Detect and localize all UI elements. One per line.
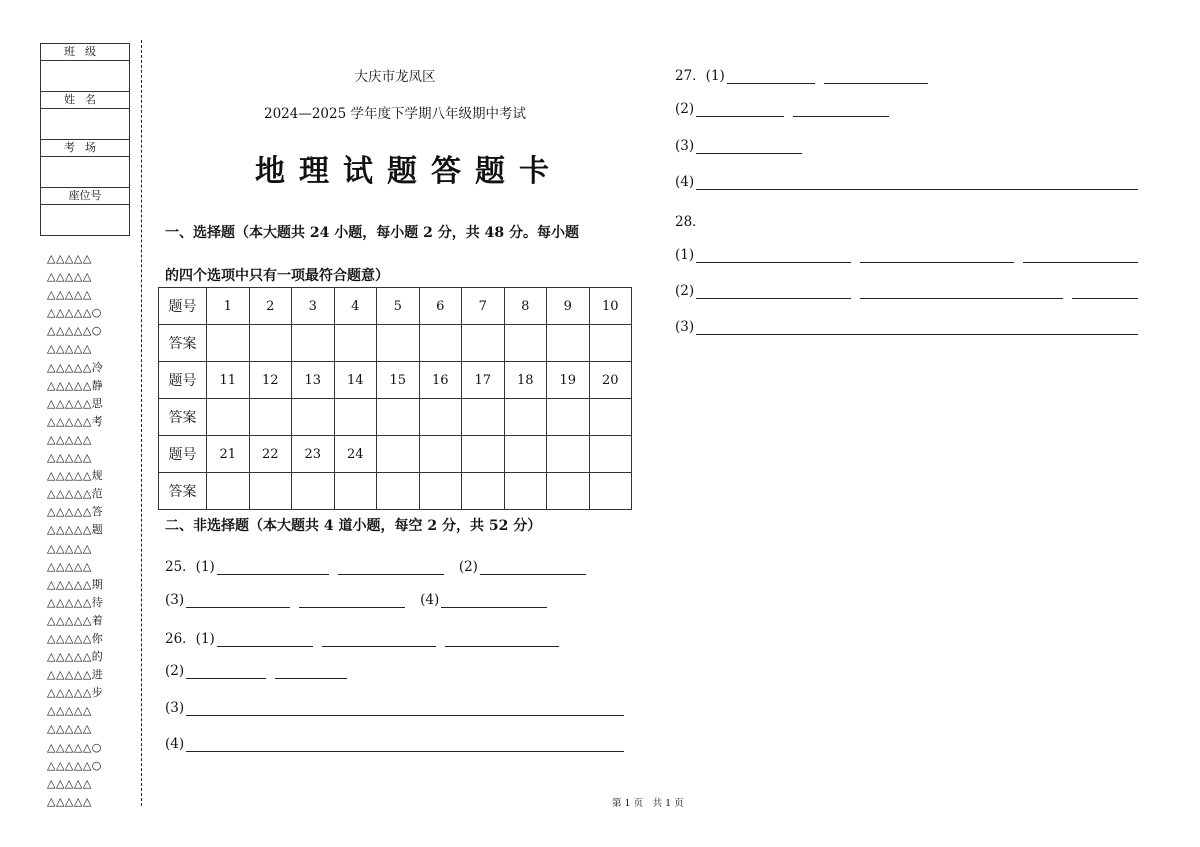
grid-answer-label: 答案 bbox=[159, 473, 207, 510]
answer-blank[interactable] bbox=[696, 247, 851, 263]
answer-cell[interactable] bbox=[504, 399, 547, 436]
q25-label: 25．(1) bbox=[165, 559, 215, 575]
grid-number: 14 bbox=[334, 362, 377, 399]
q28-1-label: (1) bbox=[675, 247, 695, 263]
grid-number: 10 bbox=[589, 288, 632, 325]
binding-strip-row: △△△△△思 bbox=[47, 396, 104, 410]
answer-cell[interactable] bbox=[462, 473, 505, 510]
answer-blank[interactable] bbox=[299, 592, 405, 608]
answer-blank[interactable] bbox=[727, 68, 815, 84]
answer-cell[interactable] bbox=[462, 399, 505, 436]
binding-strip-row: △△△△△○ bbox=[47, 758, 102, 772]
answer-blank[interactable] bbox=[186, 592, 290, 608]
grid-number bbox=[462, 436, 505, 473]
answer-cell[interactable] bbox=[249, 399, 292, 436]
answer-cell[interactable] bbox=[504, 325, 547, 362]
binding-strip-row: △△△△△ bbox=[47, 432, 92, 446]
answer-blank[interactable] bbox=[824, 68, 928, 84]
answer-cell[interactable] bbox=[334, 325, 377, 362]
grid-number-label: 题号 bbox=[159, 436, 207, 473]
grid-number: 16 bbox=[419, 362, 462, 399]
page-title: 地理试题答题卡 bbox=[255, 154, 563, 189]
grid-number: 1 bbox=[207, 288, 250, 325]
grid-number: 20 bbox=[589, 362, 632, 399]
section1-line1: 一、选择题（本大题共 24 小题，每小题 2 分，共 48 分。每小题 bbox=[165, 225, 579, 241]
q26-3-label: (3) bbox=[165, 700, 185, 716]
grid-number: 5 bbox=[377, 288, 420, 325]
q28-row2 bbox=[675, 283, 1138, 303]
answer-blank[interactable] bbox=[275, 663, 347, 679]
exam-name: 2024—2025 学年度下学期八年级期中考试 bbox=[263, 106, 526, 122]
answer-cell[interactable] bbox=[292, 325, 335, 362]
q25-row1 bbox=[165, 555, 586, 575]
binding-strip-row: △△△△△步 bbox=[47, 686, 104, 700]
answer-blank[interactable] bbox=[186, 700, 624, 716]
answer-cell[interactable] bbox=[292, 399, 335, 436]
grid-number: 2 bbox=[249, 288, 292, 325]
answer-cell[interactable] bbox=[589, 325, 632, 362]
q26-row2 bbox=[165, 663, 347, 683]
q27-row3 bbox=[675, 138, 802, 158]
grid-number: 17 bbox=[462, 362, 505, 399]
q26-label: 26．(1) bbox=[165, 631, 215, 647]
answer-blank[interactable] bbox=[696, 283, 851, 299]
answer-blank[interactable] bbox=[860, 247, 1014, 263]
district-name: 大庆市龙凤区 bbox=[354, 69, 436, 85]
student-info-table bbox=[40, 43, 130, 236]
binding-strip-row: △△△△△ bbox=[47, 541, 92, 555]
seat-label: 座位号 bbox=[41, 188, 130, 205]
q25-4-label: (4) bbox=[420, 592, 440, 608]
q25-3-label: (3) bbox=[165, 592, 185, 608]
answer-cell[interactable] bbox=[292, 473, 335, 510]
grid-number: 6 bbox=[419, 288, 462, 325]
grid-answer-label: 答案 bbox=[159, 399, 207, 436]
grid-number: 7 bbox=[462, 288, 505, 325]
answer-blank[interactable] bbox=[217, 631, 313, 647]
q26-4-label: (4) bbox=[165, 736, 185, 752]
q27-3-label: (3) bbox=[675, 138, 695, 154]
q26-row4 bbox=[165, 736, 624, 756]
q26-row3 bbox=[165, 700, 624, 720]
binding-strip-row: △△△△△进 bbox=[47, 668, 104, 682]
q27-row4 bbox=[675, 174, 1138, 194]
answer-cell[interactable] bbox=[334, 473, 377, 510]
q28-3-label: (3) bbox=[675, 319, 695, 335]
grid-number: 15 bbox=[377, 362, 420, 399]
binding-strip-row: △△△△△ bbox=[47, 270, 92, 284]
binding-strip-row: △△△△△ bbox=[47, 559, 92, 573]
grid-answer-row bbox=[159, 473, 632, 510]
binding-strip-row: △△△△△ bbox=[47, 252, 92, 265]
binding-strip-row: △△△△△的 bbox=[47, 650, 104, 664]
q27-4-label: (4) bbox=[675, 174, 695, 190]
name-label: 姓名 bbox=[41, 92, 130, 109]
binding-strip-row: △△△△△期 bbox=[47, 577, 104, 591]
answer-blank[interactable] bbox=[217, 559, 329, 575]
answer-blank[interactable] bbox=[696, 174, 1138, 190]
binding-strip-row: △△△△△待 bbox=[47, 595, 104, 609]
answer-blank[interactable] bbox=[445, 631, 559, 647]
binding-strip-row: △△△△△ bbox=[47, 451, 92, 465]
q27-row2 bbox=[675, 101, 889, 121]
q27-label: 27．(1) bbox=[675, 68, 725, 84]
section1-heading bbox=[165, 212, 635, 298]
grid-number: 21 bbox=[207, 436, 250, 473]
binding-cut-line bbox=[141, 40, 142, 806]
grid-number bbox=[419, 436, 462, 473]
binding-strip bbox=[47, 250, 137, 811]
answer-blank[interactable] bbox=[793, 101, 889, 117]
grid-number bbox=[547, 436, 590, 473]
seat-field[interactable] bbox=[41, 205, 130, 236]
grid-answer-row bbox=[159, 325, 632, 362]
answer-blank[interactable] bbox=[696, 101, 784, 117]
grid-number: 24 bbox=[334, 436, 377, 473]
grid-number-row bbox=[159, 288, 632, 325]
answer-blank[interactable] bbox=[338, 559, 444, 575]
binding-strip-row: △△△△△规 bbox=[47, 469, 104, 483]
answer-blank[interactable] bbox=[1072, 283, 1138, 299]
grid-number: 8 bbox=[504, 288, 547, 325]
binding-strip-row: △△△△△ bbox=[47, 342, 92, 356]
answer-cell[interactable] bbox=[589, 473, 632, 510]
name-field[interactable] bbox=[41, 109, 130, 140]
answer-blank[interactable] bbox=[480, 559, 586, 575]
grid-number bbox=[504, 436, 547, 473]
grid-number: 22 bbox=[249, 436, 292, 473]
q28-row1 bbox=[675, 247, 1138, 267]
grid-number: 23 bbox=[292, 436, 335, 473]
answer-blank[interactable] bbox=[1023, 247, 1138, 263]
binding-strip-row: △△△△△○ bbox=[47, 740, 102, 754]
grid-number-row bbox=[159, 362, 632, 399]
answer-blank[interactable] bbox=[860, 283, 1063, 299]
answer-blank[interactable] bbox=[696, 319, 1138, 335]
answer-blank[interactable] bbox=[441, 592, 547, 608]
answer-cell[interactable] bbox=[249, 325, 292, 362]
grid-number-label: 题号 bbox=[159, 362, 207, 399]
q25-row2 bbox=[165, 592, 547, 612]
answer-cell[interactable] bbox=[419, 473, 462, 510]
grid-number: 19 bbox=[547, 362, 590, 399]
class-field[interactable] bbox=[41, 61, 130, 92]
room-label: 考场 bbox=[41, 140, 130, 157]
q28-heading bbox=[675, 210, 708, 230]
q27-row1 bbox=[675, 64, 928, 84]
room-field[interactable] bbox=[41, 157, 130, 188]
q28-label: 28． bbox=[675, 214, 706, 230]
binding-strip-row: △△△△△○ bbox=[47, 324, 102, 338]
answer-blank[interactable] bbox=[186, 663, 266, 679]
grid-answer-label: 答案 bbox=[159, 325, 207, 362]
grid-number: 18 bbox=[504, 362, 547, 399]
binding-strip-row: △△△△△ bbox=[47, 288, 92, 302]
binding-strip-row: △△△△△ bbox=[47, 722, 92, 736]
answer-cell[interactable] bbox=[462, 325, 505, 362]
grid-number: 3 bbox=[292, 288, 335, 325]
grid-number: 12 bbox=[249, 362, 292, 399]
answer-grid bbox=[158, 287, 632, 510]
grid-number: 11 bbox=[207, 362, 250, 399]
grid-number bbox=[589, 436, 632, 473]
grid-number bbox=[377, 436, 420, 473]
grid-number: 13 bbox=[292, 362, 335, 399]
binding-strip-row: △△△△△ bbox=[47, 794, 92, 808]
answer-cell[interactable] bbox=[589, 399, 632, 436]
answer-cell[interactable] bbox=[504, 473, 547, 510]
q27-2-label: (2) bbox=[675, 101, 695, 117]
answer-cell[interactable] bbox=[377, 399, 420, 436]
binding-strip-row: △△△△△题 bbox=[47, 523, 104, 537]
answer-cell[interactable] bbox=[547, 473, 590, 510]
answer-cell[interactable] bbox=[207, 325, 250, 362]
class-label: 班级 bbox=[41, 44, 130, 61]
binding-strip-row: △△△△△你 bbox=[47, 631, 104, 645]
answer-cell[interactable] bbox=[419, 325, 462, 362]
answer-cell[interactable] bbox=[377, 325, 420, 362]
grid-number-row bbox=[159, 436, 632, 473]
q26-2-label: (2) bbox=[165, 663, 185, 679]
section2-heading: 二、非选择题（本大题共 4 道小题，每空 2 分，共 52 分） bbox=[165, 518, 542, 534]
section1-line2: 的四个选项中只有一项最符合题意） bbox=[165, 268, 389, 284]
answer-cell[interactable] bbox=[547, 325, 590, 362]
q26-row1 bbox=[165, 627, 559, 647]
grid-number: 4 bbox=[334, 288, 377, 325]
q28-2-label: (2) bbox=[675, 283, 695, 299]
answer-cell[interactable] bbox=[334, 399, 377, 436]
binding-strip-row: △△△△△ bbox=[47, 704, 92, 718]
page-footer: 第 1 页 共 1 页 bbox=[612, 798, 684, 809]
grid-answer-row bbox=[159, 399, 632, 436]
answer-cell[interactable] bbox=[249, 473, 292, 510]
answer-blank[interactable] bbox=[696, 138, 802, 154]
answer-cell[interactable] bbox=[547, 399, 590, 436]
grid-number-label: 题号 bbox=[159, 288, 207, 325]
binding-strip-row: △△△△△冷 bbox=[47, 360, 104, 374]
q25-2-label: (2) bbox=[458, 559, 478, 575]
answer-cell[interactable] bbox=[207, 399, 250, 436]
answer-cell[interactable] bbox=[377, 473, 420, 510]
grid-number: 9 bbox=[547, 288, 590, 325]
answer-cell[interactable] bbox=[419, 399, 462, 436]
answer-cell[interactable] bbox=[207, 473, 250, 510]
q28-row3 bbox=[675, 319, 1138, 339]
binding-strip-row: △△△△△范 bbox=[47, 487, 104, 501]
binding-strip-row: △△△△△着 bbox=[47, 613, 104, 627]
answer-blank[interactable] bbox=[322, 631, 436, 647]
binding-strip-row: △△△△△考 bbox=[47, 414, 104, 428]
binding-strip-row: △△△△△答 bbox=[47, 505, 104, 519]
binding-strip-row: △△△△△静 bbox=[47, 378, 104, 392]
binding-strip-row: △△△△△ bbox=[47, 776, 92, 790]
answer-blank[interactable] bbox=[186, 736, 624, 752]
binding-strip-row: △△△△△○ bbox=[47, 306, 102, 320]
